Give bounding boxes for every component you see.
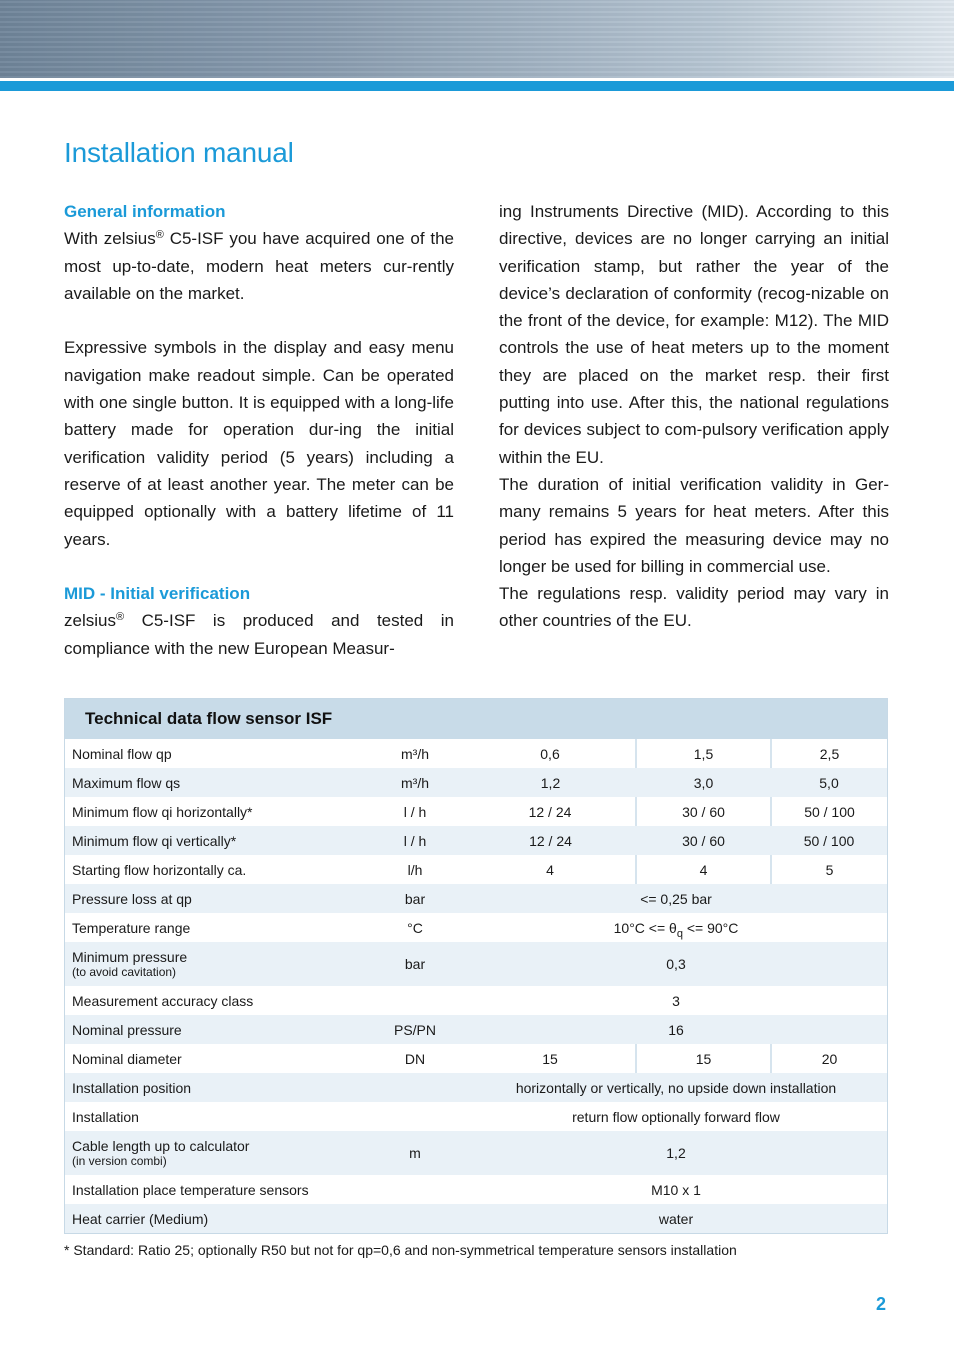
row-label: Temperature range <box>72 919 191 936</box>
table-row <box>65 826 887 855</box>
table-row <box>65 739 887 768</box>
row-value: M10 x 1 <box>651 1181 701 1198</box>
table-row <box>65 1073 887 1102</box>
row-unit: l / h <box>365 826 465 855</box>
row-unit <box>365 1175 465 1204</box>
table-row <box>65 1175 887 1204</box>
table-footnote: * Standard: Ratio 25; optionally R50 but not for qp=0,6 and non-symmetrical temperature sensors installation <box>64 1242 737 1258</box>
row-value: 12 / 24 <box>465 826 636 855</box>
table-row <box>65 986 887 1015</box>
row-unit: °C <box>407 919 423 936</box>
table-row <box>65 1102 887 1131</box>
row-unit: bar <box>365 942 465 986</box>
row-value: 15 <box>636 1044 771 1073</box>
row-value: 50 / 100 <box>771 797 887 826</box>
table-row <box>65 884 887 913</box>
row-value: 3 <box>672 992 680 1009</box>
row-unit: DN <box>404 1050 426 1067</box>
row-unit: m³/h <box>365 768 465 797</box>
table-row <box>65 768 887 797</box>
table-row <box>65 1015 887 1044</box>
row-value: 4 <box>636 855 771 884</box>
row-label: Heat carrier (Medium) <box>65 1204 365 1233</box>
row-unit: m³/h <box>401 745 429 762</box>
table-row <box>65 942 887 986</box>
left-column <box>64 198 454 662</box>
row-value: 20 <box>771 1044 887 1073</box>
row-label: Minimum flow qi vertically* <box>65 826 365 855</box>
row-unit <box>365 1102 465 1131</box>
row-value: horizontally or vertically, no upside down installation <box>465 1073 887 1102</box>
row-label: Installation place temperature sensors <box>72 1181 309 1198</box>
mid-heading: MID - Initial verification <box>64 584 251 604</box>
row-value: 1,2 <box>465 1131 887 1175</box>
technical-data-table <box>64 698 888 1234</box>
row-unit: l / h <box>403 803 427 820</box>
row-label: Minimum pressure (to avoid cavitation) <box>65 942 365 986</box>
row-label: Starting flow horizontally ca. <box>72 861 247 878</box>
row-value: 5,0 <box>771 768 887 797</box>
table-title: Technical data flow sensor ISF <box>65 699 887 739</box>
row-unit: bar <box>365 884 465 913</box>
row-value: return flow optionally forward flow <box>572 1108 780 1125</box>
mid-paragraph: zelsius® C5-ISF is produced and tested in compliance with the new European Measur- <box>64 611 454 658</box>
row-label: Minimum flow qi horizontally* <box>72 803 253 820</box>
row-value: 1,2 <box>465 768 636 797</box>
page-title: Installation manual <box>64 137 294 168</box>
row-value: 4 <box>546 861 554 878</box>
row-value: 1,5 <box>636 739 771 768</box>
regulations-paragraph: The regulations resp. validity period may vary in other countries of the EU. <box>499 584 889 631</box>
row-value: 2,5 <box>771 739 887 768</box>
row-label: Maximum flow qs <box>65 768 365 797</box>
row-unit <box>365 986 465 1015</box>
row-value: <= 0,25 bar <box>465 884 887 913</box>
table-row <box>65 855 887 884</box>
header-banner <box>0 0 954 78</box>
right-column <box>499 198 889 635</box>
row-label: Nominal pressure <box>65 1015 365 1044</box>
row-value: 50 / 100 <box>771 826 887 855</box>
row-unit: PS/PN <box>365 1015 465 1044</box>
row-value: 15 <box>542 1050 558 1067</box>
row-label: Cable length up to calculator (in version combi) <box>65 1131 365 1175</box>
row-unit <box>365 1073 465 1102</box>
row-label: Measurement accuracy class <box>72 992 254 1009</box>
table-row <box>65 797 887 826</box>
row-value: water <box>465 1204 887 1233</box>
table-row <box>65 1131 887 1175</box>
row-value: 3,0 <box>636 768 771 797</box>
header-accent-line <box>0 81 954 91</box>
table-row <box>65 913 887 942</box>
row-value: 0,6 <box>540 745 560 762</box>
row-value: 0,3 <box>465 942 887 986</box>
row-label: Installation <box>72 1108 139 1125</box>
row-label: Installation position <box>65 1073 365 1102</box>
page-number: 2 <box>876 1294 887 1314</box>
table-row <box>65 1204 887 1233</box>
row-label: Pressure loss at qp <box>65 884 365 913</box>
row-label: Nominal diameter <box>72 1050 182 1067</box>
features-paragraph: Expressive symbols in the display and easy menu navigation make readout simple. Can be operated with one single button. It is equipped with a long-life battery made for operation dur-ing the initial verification validity period (5 years) including a reserve of at least another year. The meter can be equipped optionally with a battery lifetime of 11 years. <box>64 338 454 549</box>
general-info-heading: General information <box>64 202 226 221</box>
row-unit <box>365 1204 465 1233</box>
row-value: $10^\circ C <= \theta_q <= 90^\circ C$ <box>613 919 739 940</box>
mid-directive-paragraph: ing Instruments Directive (MID). According to this directive, devices are no longer carrying an initial verification stamp, but rather the year of the device’s declaration of conformity (recog-nizable on the front of the device, for example: M12). The MID controls the use of heat meters up to the moment they are placed on the market resp. their first putting into use. After this, the national regulations for devices subject to com-pulsory verification apply within the EU. <box>499 202 889 467</box>
row-value: 12 / 24 <box>528 803 572 820</box>
general-info-paragraph: With zelsius® C5-ISF you have acquired one of the most up-to-date, modern heat meters cur-rently available on the market. <box>64 229 455 303</box>
row-unit: m <box>365 1131 465 1175</box>
row-label: Nominal flow qp <box>72 745 172 762</box>
table-row <box>65 1044 887 1073</box>
row-value: 16 <box>465 1015 887 1044</box>
row-unit: l/h <box>407 861 423 878</box>
row-value: 30 / 60 <box>636 797 771 826</box>
row-value: 5 <box>771 855 887 884</box>
row-value: 30 / 60 <box>636 826 771 855</box>
validity-paragraph: The duration of initial verification validity in Ger-many remains 5 years for heat meters. After this period has expired the measuring device may no longer be used for billing in commercial use. <box>499 474 889 576</box>
